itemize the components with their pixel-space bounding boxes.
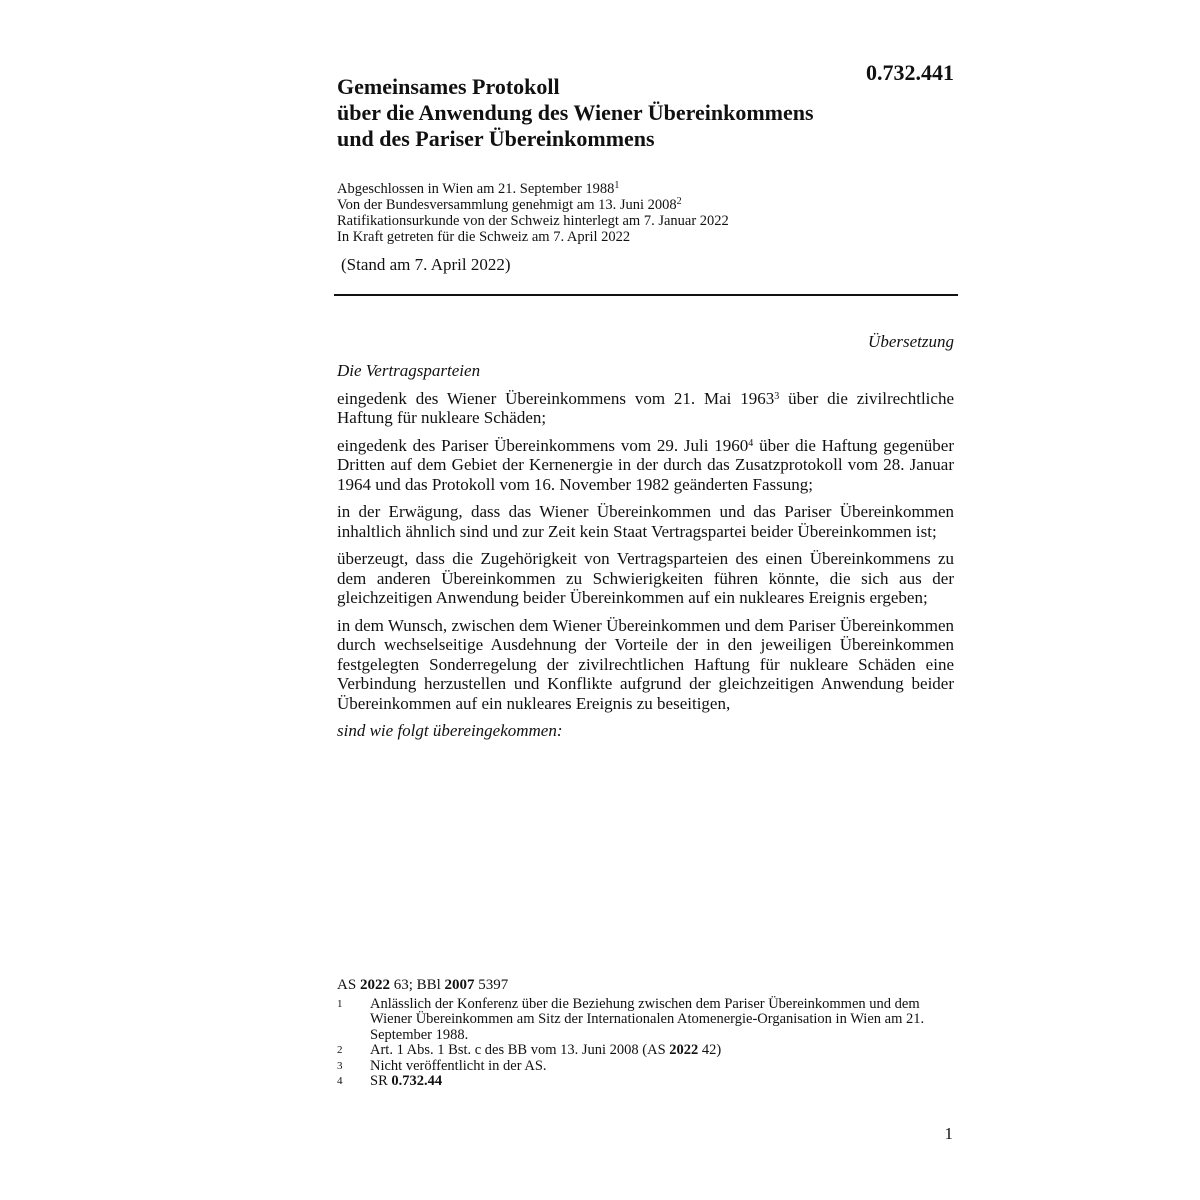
footnote-4 xyxy=(337,1074,954,1090)
fn4-bold: 0.732.44 xyxy=(391,1073,443,1089)
header-divider xyxy=(334,294,958,296)
translation-note: Übersetzung xyxy=(868,332,954,351)
footnote-number: 4 xyxy=(337,1075,343,1087)
footnote-ref-4[interactable]: 4 xyxy=(748,437,754,449)
approved-line xyxy=(337,197,957,213)
concluded-line xyxy=(337,181,957,197)
document-title xyxy=(337,74,957,152)
approved-text: Von der Bundesversammlung genehmigt am 13. Juni 2008 xyxy=(337,197,677,213)
footnote-text: Nicht veröffentlicht in der AS. xyxy=(370,1057,547,1074)
bbl-year: 2007 xyxy=(444,977,475,993)
ratified-line: Ratifikationsurkunde von der Schweiz hinterlegt am 7. Januar 2022 xyxy=(337,213,729,229)
preamble-paragraph-4: überzeugt, dass die Zugehörigkeit von Vertragsparteien des einen Übereinkommens zu dem anderen Übereinkommen zu Schwierigkeiten führen könnte, die sich aus der gleichzeitigen Anwendung beider Übereinkommen auf ein nukleares Ereignis ergeben; xyxy=(337,549,954,607)
as-year: 2022 xyxy=(359,977,390,993)
closing-formula: sind wie folgt übereingekommen: xyxy=(337,721,563,740)
title-line-2: über die Anwendung des Wiener Übereinkommens xyxy=(337,100,814,125)
p1-text-a: eingedenk des Wiener Übereinkommens vom 21. Mai 1963 xyxy=(337,388,775,408)
p2-text-a: eingedenk des Pariser Übereinkommens vom 29. Juli 1960 xyxy=(337,435,749,455)
footnote-text: Anlässlich der Konferenz über die Beziehung zwischen dem Pariser Übereinkommen und dem Wiener Übereinkommen am Sitz der Internationalen Atomenergie-Organisation in Wien am 21. September 1988. xyxy=(370,995,925,1043)
p1-text-b: über die zivilrechtliche Haftung für nukleare Schäden; xyxy=(337,388,954,427)
title-line-1: Gemeinsames Protokoll xyxy=(337,74,560,99)
p2-text-b: über die Haftung gegenüber Dritten auf dem Gebiet der Kernenergie in der durch das Zusatzprotokoll vom 28. Januar 1964 und das Protokoll vom 16. November 1982 geänderten Fassung; xyxy=(337,435,954,494)
footnotes xyxy=(337,978,954,1090)
sr-number: 0.732.441 xyxy=(866,60,954,85)
as-reference xyxy=(337,978,954,994)
footnote-2 xyxy=(337,1043,954,1059)
footnote-ref-3[interactable]: 3 xyxy=(774,390,780,402)
fn4-text-a: SR xyxy=(370,1073,392,1089)
preamble-paragraph-2 xyxy=(337,436,954,495)
preamble-paragraph-3: in der Erwägung, dass das Wiener Übereinkommen und das Pariser Übereinkommen inhaltlich ähnlich sind und zur Zeit kein Staat Vertragspartei beider Übereinkommen ist; xyxy=(337,502,954,541)
fn2-text-b: 42) xyxy=(698,1042,722,1058)
as-page: 63; BBl xyxy=(389,977,445,993)
stand-date: (Stand am 7. April 2022) xyxy=(341,255,511,274)
preamble-paragraph-5: in dem Wunsch, zwischen dem Wiener Übereinkommen und dem Pariser Übereinkommen durch wechselseitige Ausdehnung der Vorteile der in den jeweiligen Übereinkommen festgelegten Sonderregelung der zivilrechtlichen Haftung für nukleare Schäden eine Verbindung herzustellen und Konflikte aufgrund der gleichzeitigen Anwendung beider Übereinkommen auf ein nukleares Ereignis zu beseitigen, xyxy=(337,615,954,713)
treaty-metadata xyxy=(337,181,957,245)
fn2-bold: 2022 xyxy=(669,1042,699,1058)
title-line-3: und des Pariser Übereinkommens xyxy=(337,126,655,151)
as-prefix: AS xyxy=(337,977,360,993)
page-number: 1 xyxy=(944,1124,953,1143)
fn2-text-a: Art. 1 Abs. 1 Bst. c des BB vom 13. Juni 2008 (AS xyxy=(370,1042,670,1058)
parties-heading: Die Vertragsparteien xyxy=(337,361,481,380)
footnote-ref-1[interactable]: 1 xyxy=(614,180,620,191)
bbl-page: 5397 xyxy=(474,977,509,993)
footnote-number: 1 xyxy=(337,997,343,1010)
footnote-text xyxy=(370,1043,954,1059)
footnote-1 xyxy=(337,997,954,1044)
concluded-text: Abgeschlossen in Wien am 21. September 1988 xyxy=(337,181,615,197)
footnote-number: 3 xyxy=(337,1059,343,1072)
footnote-number: 2 xyxy=(337,1044,343,1056)
preamble-paragraph-1 xyxy=(337,389,954,428)
footnote-3 xyxy=(337,1059,954,1075)
footnote-text xyxy=(370,1074,954,1090)
in-force-line: In Kraft getreten für die Schweiz am 7. April 2022 xyxy=(337,229,631,245)
footnote-ref-2[interactable]: 2 xyxy=(676,196,682,207)
preamble xyxy=(337,361,954,749)
